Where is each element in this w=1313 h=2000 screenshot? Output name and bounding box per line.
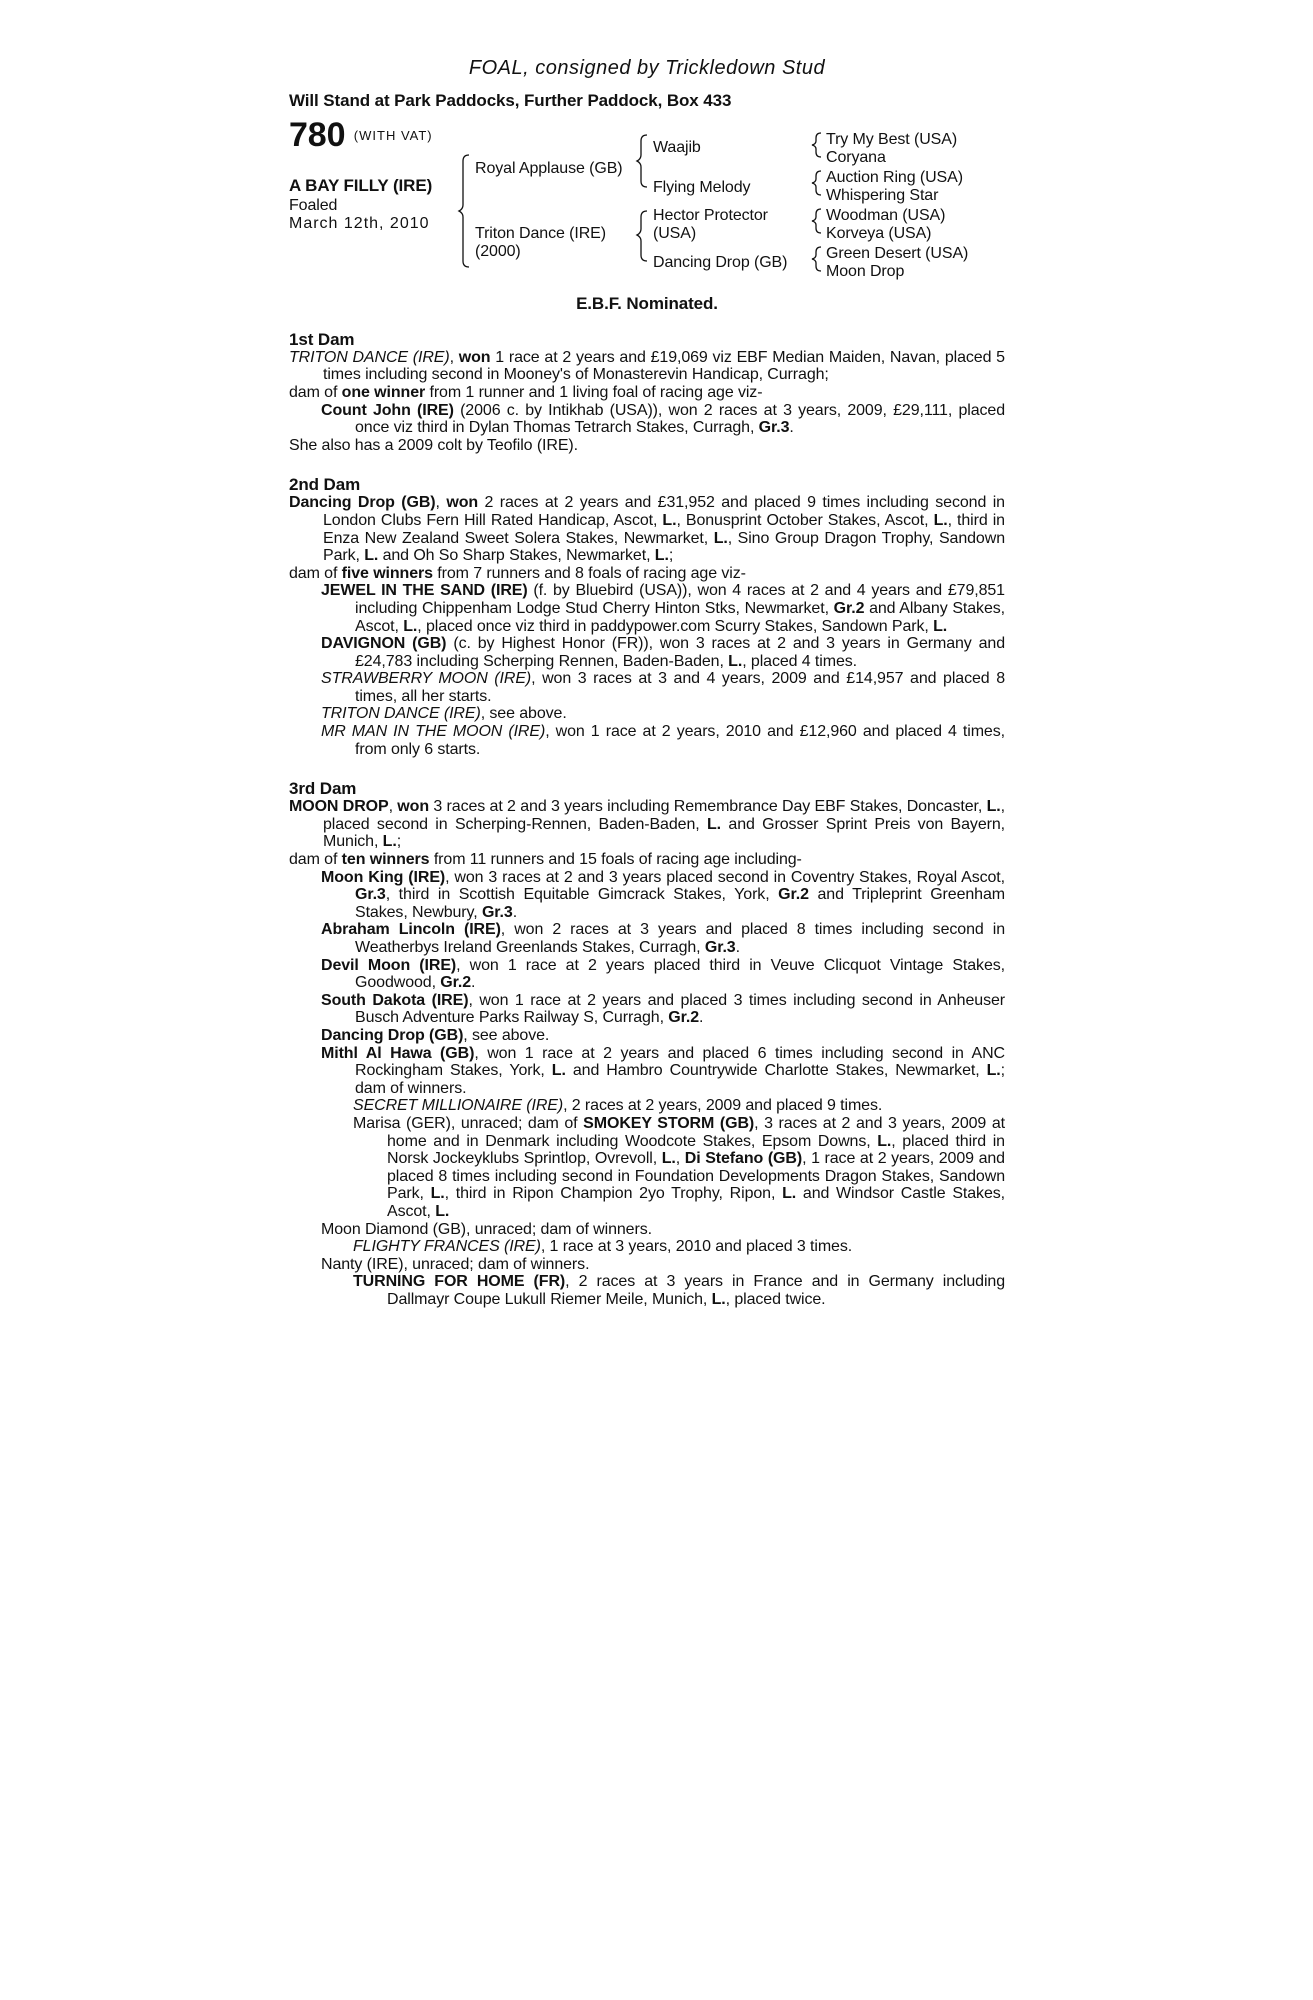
produce-entry: FLIGHTY FRANCES (IRE), 1 race at 3 years, 2010 and placed 3 times. xyxy=(353,1238,853,1256)
produce-entry: TRITON DANCE (IRE), see above. xyxy=(321,705,567,723)
horse-name: Abraham Lincoln (IRE) xyxy=(321,921,501,939)
gen3-5: Woodman (USA) xyxy=(826,207,946,225)
vat-label: (WITH VAT) xyxy=(353,128,433,144)
produce-entry: Moon King (IRE), won 3 races at 2 and 3 years placed second in Coventry Stakes, Royal Ascot, Gr.3, third in Scottish Equitable Gimcrack Stakes, York, Gr.2 and Tripleprint Greenham Stakes, Newbury, Gr.3. xyxy=(321,868,1005,921)
first-dam-produce-summary: dam of one winner from 1 runner and 1 living foal of racing age viz- xyxy=(289,383,763,401)
sire-dam: Flying Melody xyxy=(653,179,751,197)
sire-sire: Waajib xyxy=(653,139,701,157)
horse-name: STRAWBERRY MOON (IRE) xyxy=(321,670,532,688)
gen3-2: Coryana xyxy=(826,149,886,167)
gen3-7: Green Desert (USA) xyxy=(826,245,969,263)
dam-sire-origin: (USA) xyxy=(653,225,697,243)
produce-entry: SECRET MILLIONAIRE (IRE), 2 races at 2 years, 2009 and placed 9 times. xyxy=(353,1097,883,1115)
produce-entry: JEWEL IN THE SAND (IRE) (f. by Bluebird (USA)), won 4 races at 2 and 4 years and £79,851 including Chippenham Lodge Stud Cherry Hinton Stks, Newmarket, Gr.2 and Albany Stakes, Ascot, L., placed once viz third in paddypower.com Scurry Stakes, Sandown Park, L. xyxy=(321,582,1005,635)
third-dam-heading: 3rd Dam xyxy=(289,779,357,799)
gen3-3: Auction Ring (USA) xyxy=(826,169,963,187)
produce-entry: TURNING FOR HOME (FR), 2 races at 3 years in France and in Germany including Dallmayr Coupe Lukull Riemer Meile, Munich, L., placed twice. xyxy=(353,1273,1005,1308)
first-dam-record: TRITON DANCE (IRE), won 1 race at 2 years and £19,069 viz EBF Median Maiden, Navan, placed 5 times including second in Mooney's of Monasterevin Handicap, Curragh; xyxy=(289,348,1005,384)
produce-entry: Mithl Al Hawa (GB), won 1 race at 2 years and placed 6 times including second in ANC Rockingham Stakes, York, L. and Hambro Countrywide Charlotte Stakes, Newmarket, L.; dam of winners. xyxy=(321,1044,1005,1097)
pedigree-table xyxy=(289,116,1005,295)
third-dam-record: MOON DROP, won 3 races at 2 and 3 years including Remembrance Day EBF Stakes, Doncaster, L., placed second in Scherping-Rennen, Baden-Baden, L. and Grosser Sprint Preis von Bayern, Munich, L.; xyxy=(289,798,1005,851)
second-dam-section xyxy=(289,476,1005,758)
produce-entry: South Dakota (IRE), won 1 race at 2 years and placed 3 times including second in Anheuser Busch Adventure Parks Railway S, Curragh, Gr.2. xyxy=(321,991,1006,1027)
dam-sire: Hector Protector xyxy=(653,207,768,225)
horse-name: SMOKEY STORM (GB) xyxy=(583,1114,755,1132)
foaled-date: March 12th, 2010 xyxy=(289,215,430,233)
catalogue-page xyxy=(289,57,1006,1330)
horse-name: Di Stefano (GB) xyxy=(684,1150,803,1168)
stand-location: Will Stand at Park Paddocks, Further Paddock, Box 433 xyxy=(289,90,732,110)
produce-entry: Abraham Lincoln (IRE), won 2 races at 3 years and placed 8 times including second in Weatherbys Ireland Greenlands Stakes, Curragh, Gr.3. xyxy=(321,921,1005,956)
produce-entry: Nanty (IRE), unraced; dam of winners. xyxy=(321,1255,590,1273)
first-dam-note: She also has a 2009 colt by Teofilo (IRE). xyxy=(289,436,579,454)
horse-name: Dancing Drop (GB) xyxy=(289,494,436,512)
ebf-nominated: E.B.F. Nominated. xyxy=(576,294,718,314)
horse-name: Moon King (IRE) xyxy=(321,868,446,886)
second-dam-heading: 2nd Dam xyxy=(289,475,361,495)
produce-entry: MR MAN IN THE MOON (IRE), won 1 race at 2 years, 2010 and £12,960 and placed 4 times, from only 6 starts. xyxy=(321,723,1005,758)
gen3-1: Try My Best (USA) xyxy=(826,131,958,149)
lot-number: 780 xyxy=(289,116,346,155)
horse-name: Count John (IRE) xyxy=(321,401,454,419)
horse-name: JEWEL IN THE SAND (IRE) xyxy=(321,582,528,600)
produce-entry: DAVIGNON (GB) (c. by Highest Honor (FR)), won 3 races at 2 and 3 years in Germany and £24,783 including Scherping Rennen, Baden-Baden, L., placed 4 times. xyxy=(321,635,1006,670)
produce-entry: Count John (IRE) (2006 c. by Intikhab (USA)), won 2 races at 3 years, 2009, £29,111, placed once viz third in Dylan Thomas Tetrarch Stakes, Curragh, Gr.3. xyxy=(321,401,1005,437)
first-dam-section xyxy=(289,331,1005,455)
third-dam-produce-summary: dam of ten winners from 11 runners and 15 foals of racing age including- xyxy=(289,851,802,869)
produce-entry: Dancing Drop (GB), see above. xyxy=(321,1026,550,1044)
horse-name: TRITON DANCE (IRE) xyxy=(289,348,450,366)
gen3-8: Moon Drop xyxy=(826,263,905,281)
horse-name: MR MAN IN THE MOON (IRE) xyxy=(321,723,546,741)
lot-name: A BAY FILLY (IRE) xyxy=(289,176,433,196)
gen3-6: Korveya (USA) xyxy=(826,225,932,243)
horse-name: Dancing Drop (GB) xyxy=(321,1026,464,1044)
horse-name: MOON DROP xyxy=(289,798,389,816)
second-dam-record: Dancing Drop (GB), won 2 races at 2 years and £31,952 and placed 9 times including second in London Clubs Fern Hill Rated Handicap, Ascot, L., Bonusprint October Stakes, Ascot, L., third in Enza New Zealand Sweet Solera Stakes, Newmarket, L., Sino Group Dragon Trophy, Sandown Park, L. and Oh So Sharp Stakes, Newmarket, L.; xyxy=(289,494,1005,565)
produce-entry: Marisa (GER), unraced; dam of SMOKEY STORM (GB), 3 races at 2 and 3 years, 2009 at home and in Denmark including Woodcote Stakes, Epsom Downs, L., placed third in Norsk Jockeyklubs Sprintlop, Ovrevoll, L., Di Stefano (GB), 1 race at 2 years, 2009 and placed 8 times including second in Foundation Developments Dragon Stakes, Sandown Park, L., third in Ripon Champion 2yo Trophy, Ripon, L. and Windsor Castle Stakes, Ascot, L. xyxy=(353,1114,1005,1220)
first-dam-heading: 1st Dam xyxy=(289,329,355,349)
horse-name: TRITON DANCE (IRE) xyxy=(321,705,481,723)
horse-name: South Dakota (IRE) xyxy=(321,991,469,1009)
consignment-line: FOAL, consigned by Trickledown Stud xyxy=(468,57,826,79)
horse-name: Devil Moon (IRE) xyxy=(321,956,457,974)
foaled-label: Foaled xyxy=(289,197,338,215)
produce-entry: Moon Diamond (GB), unraced; dam of winners. xyxy=(321,1220,652,1238)
horse-name: SECRET MILLIONAIRE (IRE) xyxy=(353,1097,564,1115)
second-dam-produce-summary: dam of five winners from 7 runners and 8 foals of racing age viz- xyxy=(289,564,746,582)
third-dam-section xyxy=(289,780,1005,1308)
horse-name: TURNING FOR HOME (FR) xyxy=(353,1273,566,1291)
horse-name: Mithl Al Hawa (GB) xyxy=(321,1044,475,1062)
produce-entry: STRAWBERRY MOON (IRE), won 3 races at 3 and 4 years, 2009 and £14,957 and placed 8 times, all her starts. xyxy=(321,670,1005,705)
horse-name: FLIGHTY FRANCES (IRE) xyxy=(353,1238,541,1256)
dam-year: (2000) xyxy=(475,243,521,261)
sire: Royal Applause (GB) xyxy=(475,160,623,178)
gen3-4: Whispering Star xyxy=(826,187,939,205)
dam-dam: Dancing Drop (GB) xyxy=(653,254,788,272)
dam: Triton Dance (IRE) xyxy=(475,225,606,243)
produce-entry: Devil Moon (IRE), won 1 race at 2 years placed third in Veuve Clicquot Vintage Stakes, Goodwood, Gr.2. xyxy=(321,956,1005,992)
horse-name: DAVIGNON (GB) xyxy=(321,635,447,653)
